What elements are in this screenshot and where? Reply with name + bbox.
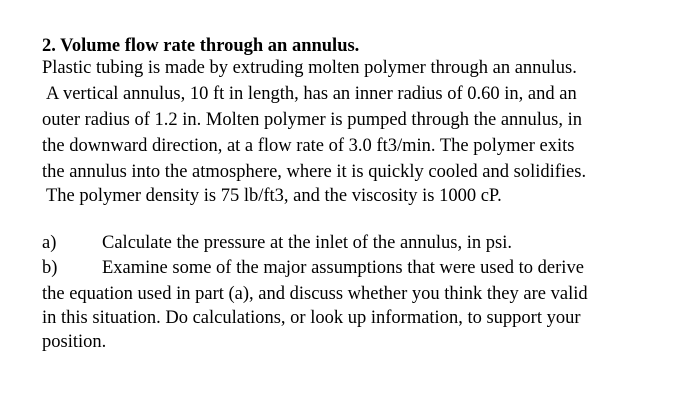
paragraph-line-6: The polymer density is 75 lb/ft3, and the viscosity is 1000 cP. (46, 186, 502, 206)
part-b-line-4: position. (42, 332, 107, 352)
paragraph-line-2: A vertical annulus, 10 ft in length, has an inner radius of 0.60 in, and an (46, 84, 577, 104)
part-b-line-1: Examine some of the major assumptions that were used to derive (102, 258, 584, 278)
part-a-text: Calculate the pressure at the inlet of the annulus, in psi. (102, 233, 512, 253)
paragraph-line-5: the annulus into the atmosphere, where it is quickly cooled and solidifies. (42, 162, 587, 182)
paragraph-line-1: Plastic tubing is made by extruding molten polymer through an annulus. (42, 58, 577, 78)
part-b-line-2: the equation used in part (a), and discuss whether you think they are valid (42, 284, 588, 304)
part-a-label: a) (42, 233, 57, 253)
part-b-line-3: in this situation. Do calculations, or look up information, to support your (42, 308, 581, 328)
part-b-label: b) (42, 258, 58, 278)
problem-title: 2. Volume flow rate through an annulus. (42, 36, 360, 56)
paragraph-line-4: the downward direction, at a flow rate of 3.0 ft3/min. The polymer exits (42, 136, 575, 156)
paragraph-line-3: outer radius of 1.2 in. Molten polymer is pumped through the annulus, in (42, 110, 583, 130)
